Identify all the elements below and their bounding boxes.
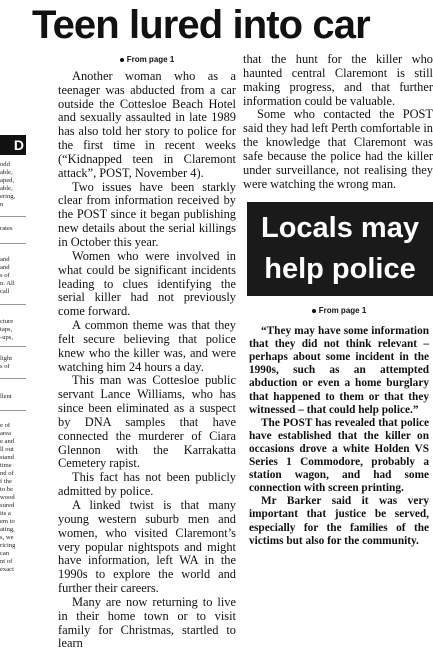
sliver-line: llent — [0, 393, 12, 400]
article-paragraph: Two issues have been starkly clear from information received by the POST since it began publishing new details about the serial killings in October this year. — [58, 179, 236, 249]
sliver-line: taps, — [0, 326, 13, 333]
sliver-heading: D — [0, 135, 26, 155]
sliver-line: and — [0, 256, 10, 263]
article-paragraph: A linked twist is that many young western suburb men and women, who visited Claremont’s very popular nightspots and might have information, left WA in the 1990s to explore the world and further their careers. — [58, 498, 236, 596]
sliver-line: area — [0, 430, 11, 437]
headline: Teen lured into car — [32, 3, 370, 47]
sliver-line: odd — [0, 161, 10, 168]
sidebar-story-body — [249, 304, 429, 548]
from-page-text: From page 1 — [318, 306, 367, 315]
sliver-rule — [0, 378, 26, 379]
article-paragraph: Many are now returning to live in their home town or to visit family for Christmas, startled to learn — [58, 594, 236, 651]
sliver-line: em to — [0, 518, 15, 525]
sliver-line: aped, — [0, 177, 15, 184]
sliver-rule — [0, 346, 26, 347]
sidebar-paragraph: Mr Barker said it was very important that justice be served, especially for the families of the victims but also for the community. — [249, 495, 429, 547]
article-paragraph: Another woman who as a teenager was abducted from a car outside the Cottesloe Beach Hotel and sexually assaulted in late 1989 has also told her story to police for the first time in recent weeks (“Kidnapped teen in Claremont attack”, POST, November 4). — [58, 68, 236, 180]
sliver-line: s, we — [0, 534, 14, 541]
sliver-line: e of — [0, 422, 11, 429]
sliver-line: ll out — [0, 446, 14, 453]
sliver-line: cture — [0, 318, 14, 325]
article-main-column — [58, 53, 236, 651]
article-paragraph: This man was Cottesloe public servant Lance Williams, who has since been eliminated as a suspect by DNA samples that have connected the murderer of Ciara Glennon with the Karrakatta Cemetery rapist. — [58, 373, 236, 471]
sliver-line: ating, — [0, 526, 15, 533]
sliver-line: time — [0, 462, 12, 469]
sliver-line: nd of — [0, 470, 14, 477]
article-paragraph: A common theme was that they felt secure believing that police knew who the killer was, and were watching him 24 hours a day. — [58, 318, 236, 374]
sliver-line: able, — [0, 185, 13, 192]
sidebar-paragraph: The POST has revealed that police have established that the killer on occasions drove a white Holden VS Series 1 Commodore, probably a station wagon, and had some connection with screen printing. — [249, 416, 429, 495]
sliver-line: able, — [0, 169, 13, 176]
sliver-line: n. All — [0, 280, 15, 287]
sliver-line: and — [0, 264, 10, 271]
sliver-line: -ups, — [0, 334, 14, 341]
article-paragraph: that the hunt for the killer who haunted central Claremont is still making progress, and that further information could be valuable. — [243, 52, 433, 108]
sliver-line: ricing — [0, 542, 16, 549]
sliver-line: its a — [0, 510, 11, 517]
bullet-icon — [312, 309, 316, 313]
sliver-rule — [0, 304, 26, 305]
from-page-text: From page 1 — [126, 55, 175, 64]
sliver-line: call — [0, 288, 10, 295]
sidebar-story-title — [247, 202, 433, 296]
sliver-line: s of — [0, 272, 10, 279]
sliver-line: s of — [0, 363, 10, 370]
sliver-line: exact — [0, 566, 14, 573]
article-paragraph: This fact has not been publicly admitted by police. — [58, 470, 236, 499]
sidebar-story-box — [247, 202, 433, 577]
from-page-label — [249, 304, 429, 317]
sliver-rule — [0, 243, 26, 244]
sidebar-title-line: Locals may — [261, 212, 419, 244]
sliver-line: can — [0, 550, 10, 557]
adjacent-column-sliver — [0, 0, 26, 577]
sliver-line: stand — [0, 454, 14, 461]
sliver-line: ering, — [0, 193, 16, 200]
sliver-line: nt of — [0, 558, 13, 565]
article-paragraph: Women who were involved in what could be significant incidents leading to clues identifying the serial killer had not previously come forward. — [58, 248, 236, 319]
sliver-rule — [0, 410, 26, 411]
article-right-column — [243, 53, 433, 191]
sidebar-paragraph: “They may have some information that they did not think relevant – perhaps about some incident in the 1990s, such as an attempted abduction or even a home burglary that happened to them or that they witnessed – that could help police.” — [249, 325, 429, 416]
sliver-line: wood — [0, 494, 15, 501]
sidebar-title-line: help police — [264, 253, 416, 285]
sliver-line: sured — [0, 502, 15, 509]
sliver-line: light — [0, 355, 13, 362]
sliver-line: to be — [0, 486, 14, 493]
sliver-line: e and — [0, 438, 15, 445]
sliver-line: n — [0, 201, 4, 208]
bullet-icon — [120, 58, 124, 62]
sliver-line: f the — [0, 478, 12, 485]
from-page-label — [58, 53, 236, 67]
sliver-rule — [0, 216, 26, 217]
sliver-line: rates — [0, 225, 13, 232]
article-paragraph: Some who contacted the POST said they had left Perth comfortable in the knowledge that Claremont was safe because the police had the killer under surveillance, not realising they were watching the wrong man. — [243, 107, 433, 191]
